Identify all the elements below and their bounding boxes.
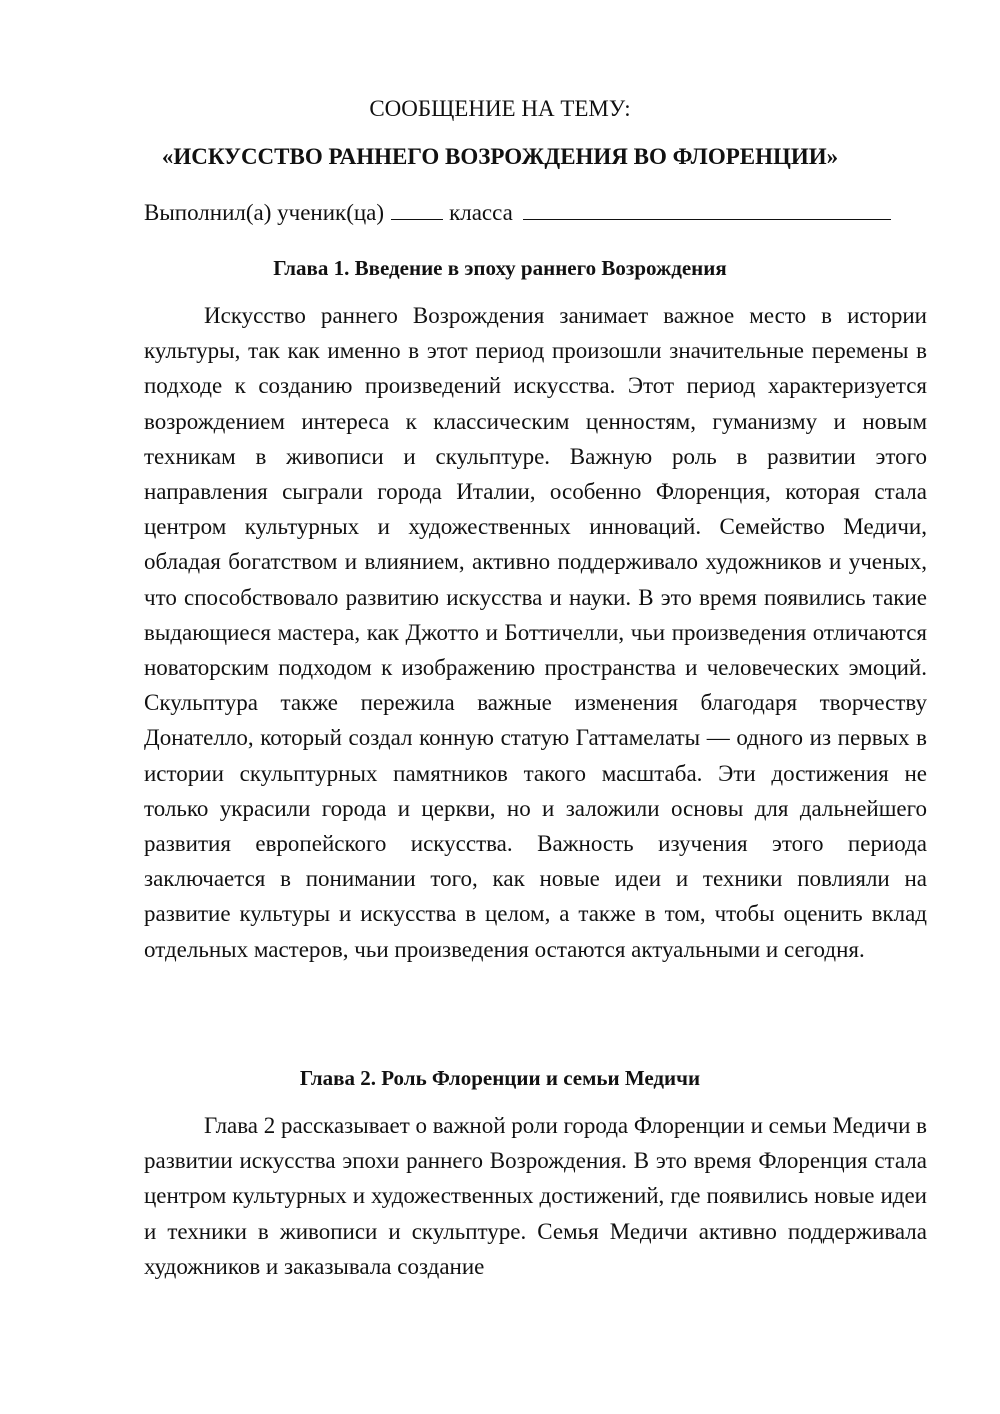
chapter-2-paragraph: Глава 2 рассказывает о важной роли города Флоренции и семьи Медичи в развитии искусства эпохи раннего Возрождения. В это время Флоренция стала центром культурных и художественных достижений, где появились новые идеи и техники в живописи и скульптуре. Семья Медичи активно поддерживала художников и заказывала создание [144,1113,927,1279]
chapter-2-title: Глава 2. Роль Флоренции и семьи Медичи [299,1066,701,1090]
author-name-blank [523,197,891,220]
document-heading: СООБЩЕНИЕ НА ТЕМУ: [369,96,631,121]
document-title: «ИСКУССТВО РАННЕГО ВОЗРОЖДЕНИЯ ВО ФЛОРЕНЦИИ» [161,144,839,169]
chapter-1-paragraph: Искусство раннего Возрождения занимает важное место в истории культуры, так как именно в этот период произошли значительные перемены в подходе к созданию произведений искусства. Этот период характеризуется возрождением интереса к классическим ценностям, гуманизму и новым техникам в живописи и скульптуре. Важную роль в развитии этого направления сыграли города Италии, особенно Флоренция, которая стала центром культурных и художественных инноваций. Семейство Медичи, обладая богатством и влиянием, активно поддерживало художников и ученых, что способствовало развитию искусства и науки. В это время появились такие выдающиеся мастера, как Джотто и Боттичелли, чьи произведения отличаются новаторским подходом к изображению пространства и человеческих эмоций. Скульптура также пережила важные изменения благодаря творчеству Донателло, который создал конную статую Гаттамелаты — одного из первых в истории скульптурных памятников такого масштаба. Эти достижения не только украсили города и церкви, но и заложили основы для дальнейшего развития европейского искусства. Важность изучения этого периода заключается в понимании того, как новые идеи и техники повлияли на развитие культуры и искусства в целом, а также в том, чтобы оценить вклад отдельных мастеров, чьи произведения остаются актуальными и сегодня. [144,303,927,962]
author-label: Выполнил(а) ученик(ца) [144,200,385,225]
author-line [144,197,934,228]
class-number-blank [391,197,443,220]
chapter-1-title: Глава 1. Введение в эпоху раннего Возрождения [273,256,727,280]
class-label: класса [449,200,513,225]
